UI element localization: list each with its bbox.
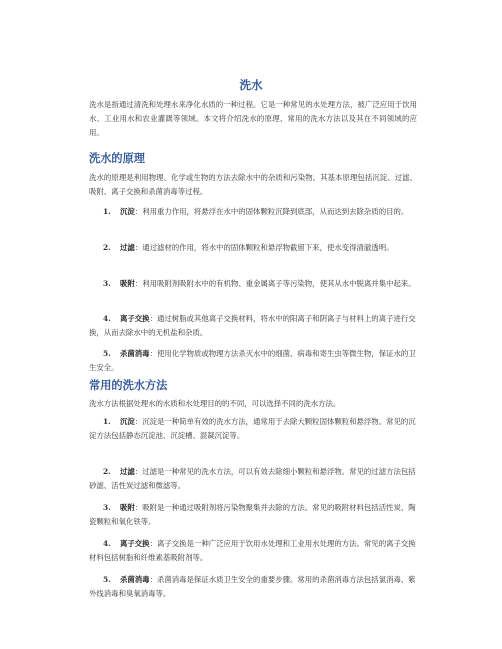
item-term: 过滤 [120, 467, 135, 476]
item-text: ：杀菌消毒是保证水质卫生安全的重要步骤。常用的杀菌消毒方法包括氯消毒、紫外线消毒和臭氧消毒等。 [89, 575, 416, 599]
principle-item [89, 241, 417, 255]
item-term: 吸附 [120, 503, 135, 512]
item-number: 4. [103, 539, 111, 548]
item-text: ：沉淀是一种简单有效的洗水方法，通常用于去除大颗粒固体颗粒和悬浮物。常见的沉淀方法包括静态沉淀池、沉淀槽、混凝沉淀等。 [89, 417, 416, 441]
item-number: 4. [103, 314, 111, 323]
item-number: 3. [103, 503, 111, 512]
principle-item [89, 347, 417, 375]
principle-intro: 洗水的原理是利用物理、化学或生物的方法去除水中的杂质和污染物。其基本原理包括沉淀、过滤、吸附、离子交换和杀菌消毒等过程。 [89, 173, 417, 197]
item-term: 沉淀 [120, 207, 135, 216]
methods-intro: 洗水方法根据处理水的水质和水处理目的的不同，可以选择不同的洗水方法。 [89, 399, 341, 408]
item-text: ：利用吸附剂吸附水中的有机物、重金属离子等污染物，使其从水中脱离并集中起来。 [134, 279, 416, 288]
item-number: 1. [103, 207, 111, 216]
document-title: 洗水 [239, 78, 263, 92]
method-item [89, 573, 417, 601]
section-heading-methods: 常用的洗水方法 [89, 379, 168, 392]
item-term: 杀菌消毒 [120, 575, 150, 584]
section-heading-principle: 洗水的原理 [89, 152, 145, 165]
method-item [89, 415, 417, 443]
item-number: 5. [103, 349, 111, 358]
item-number: 2. [103, 467, 111, 476]
item-term: 离子交换 [120, 314, 150, 323]
intro-paragraph: 洗水是指通过清洗和处理水来净化水质的一种过程。它是一种常见的水处理方法，被广泛应用于饮用水、工业用水和农业灌溉等领域。本文将介绍洗水的原理、常用的洗水方法以及其在不同领域的应用。 [89, 100, 417, 138]
item-number: 2. [103, 243, 111, 252]
item-term: 沉淀 [120, 417, 135, 426]
principle-item [89, 277, 417, 291]
item-number: 5. [103, 575, 111, 584]
item-term: 离子交换 [120, 539, 150, 548]
item-number: 1. [103, 417, 111, 426]
method-item [89, 537, 417, 565]
item-term: 过滤 [120, 243, 135, 252]
item-text: ：离子交换是一种广泛应用于饮用水处理和工业用水处理的方法。常见的离子交换材料包括树脂和纤维素基吸附剂等。 [89, 539, 416, 563]
principle-item [89, 205, 417, 219]
item-text: ：使用化学物质或物理方法杀灭水中的细菌、病毒和寄生虫等微生物，保证水的卫生安全。 [89, 349, 416, 373]
principle-item [89, 312, 417, 340]
item-term: 吸附 [120, 279, 135, 288]
item-text: ：吸附是一种通过吸附剂将污染物聚集并去除的方法。常见的吸附材料包括活性炭、陶瓷颗粒和氧化铁等。 [89, 503, 416, 527]
item-number: 3. [103, 279, 111, 288]
method-item [89, 501, 417, 529]
item-text: ：利用重力作用，将悬浮在水中的固体颗粒沉降到底部，从而达到去除杂质的目的。 [134, 207, 409, 216]
method-item [89, 465, 417, 493]
item-text: ：通过滤材的作用，将水中的固体颗粒和悬浮物截留下来，使水变得清澈透明。 [134, 243, 394, 252]
item-text: ：过滤是一种常见的洗水方法，可以有效去除细小颗粒和悬浮物。常见的过滤方法包括砂滤、活性炭过滤和微滤等。 [89, 467, 416, 491]
item-text: ：通过树脂或其他离子交换材料，将水中的阳离子和阴离子与材料上的离子进行交换，从而去除水中的无机盐和杂质。 [89, 314, 416, 338]
item-term: 杀菌消毒 [120, 349, 150, 358]
